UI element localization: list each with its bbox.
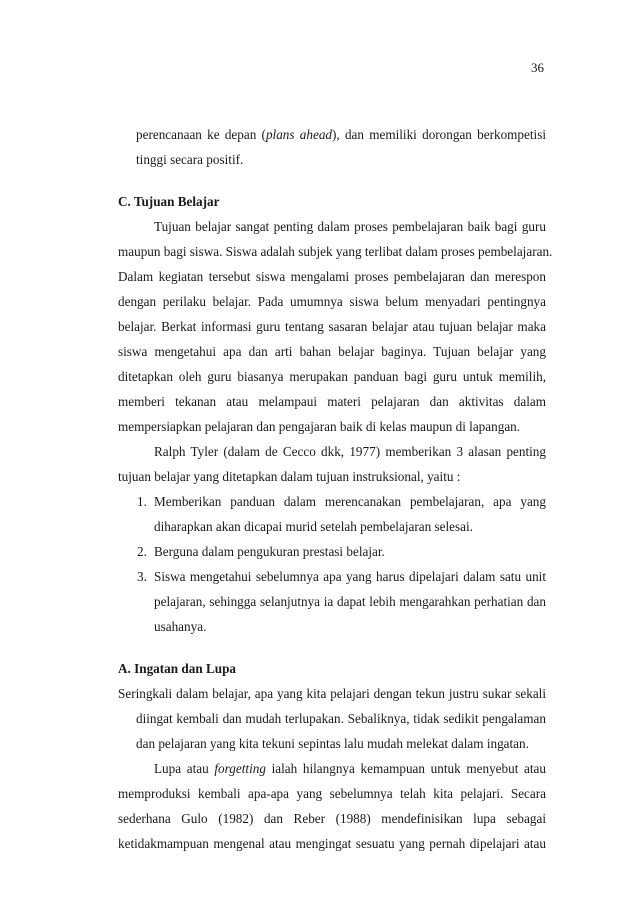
text-line: Dalam kegiatan tersebut siswa mengalami proses pembelajaran dan merespon [118, 269, 546, 284]
text-line: perencanaan ke depan (plans ahead), dan memiliki dorongan berkompetisi [136, 127, 547, 142]
section-heading: C. Tujuan Belajar [118, 194, 220, 209]
text-line: Tujuan belajar sangat penting dalam proses pembelajaran baik bagi guru [154, 219, 546, 234]
text-line: maupun bagi siswa. Siswa adalah subjek yang terlibat dalam proses pembelajaran. [118, 244, 553, 259]
text-line: ditetapkan oleh guru biasanya merupakan panduan bagi guru untuk memilih, [118, 369, 546, 384]
text-line: ketidakmampuan mengenal atau mengingat sesuatu yang pernah dipelajari atau [118, 836, 546, 851]
list-item: 1. Memberikan panduan dalam merencanakan pembelajaran, apa yang [118, 489, 546, 514]
page-number: 36 [531, 60, 544, 75]
text-line: mempersiapkan pelajaran dan pengajaran baik di kelas maupun di lapangan. [118, 419, 521, 434]
list-item: 2. Berguna dalam pengukuran prestasi belajar. [118, 539, 546, 564]
text-line: tinggi secara positif. [136, 152, 244, 167]
text-line: tujuan belajar yang ditetapkan dalam tujuan instruksional, yaitu : [118, 469, 461, 484]
text-line: dengan perilaku belajar. Pada umumnya siswa belum menyadari pentingnya [118, 294, 546, 309]
list-item-continuation: diharapkan akan dicapai murid setelah pembelajaran selesai. [154, 519, 473, 534]
text-line: Seringkali dalam belajar, apa yang kita pelajari dengan tekun justru sukar sekali [118, 686, 546, 701]
page-body [118, 122, 553, 856]
list-number: 3. [137, 569, 147, 584]
list-number: 2. [137, 544, 147, 559]
text-line: dan pelajaran yang kita tekuni sepintas lalu mudah melekat dalam ingatan. [136, 736, 529, 751]
text-line: memberi tekanan atau melampaui materi pelajaran dan aktivitas dalam [118, 394, 546, 409]
section-heading: A. Ingatan dan Lupa [118, 661, 237, 676]
text-line: belajar. Berkat informasi guru tentang sasaran belajar atau tujuan belajar maka [118, 319, 546, 334]
text-line: sederhana Gulo (1982) dan Reber (1988) mendefinisikan lupa sebagai [118, 811, 546, 826]
text-line: diingat kembali dan mudah terlupakan. Sebaliknya, tidak sedikit pengalaman [136, 711, 546, 726]
text-line: memproduksi kembali apa-apa yang sebelumnya telah kita pelajari. Secara [118, 786, 546, 801]
list-item: 3. Siswa mengetahui sebelumnya apa yang harus dipelajari dalam satu unit [118, 564, 546, 589]
list-number: 1. [137, 494, 147, 509]
text-line: Ralph Tyler (dalam de Cecco dkk, 1977) memberikan 3 alasan penting [154, 444, 546, 459]
text-line: Lupa atau forgetting ialah hilangnya kemampuan untuk menyebut atau [154, 761, 546, 776]
list-item-continuation: pelajaran, sehingga selanjutnya ia dapat lebih mengarahkan perhatian dan [154, 594, 546, 609]
list-item-continuation: usahanya. [154, 619, 207, 634]
text-line: siswa mengetahui apa dan arti bahan belajar baginya. Tujuan belajar yang [118, 344, 546, 359]
